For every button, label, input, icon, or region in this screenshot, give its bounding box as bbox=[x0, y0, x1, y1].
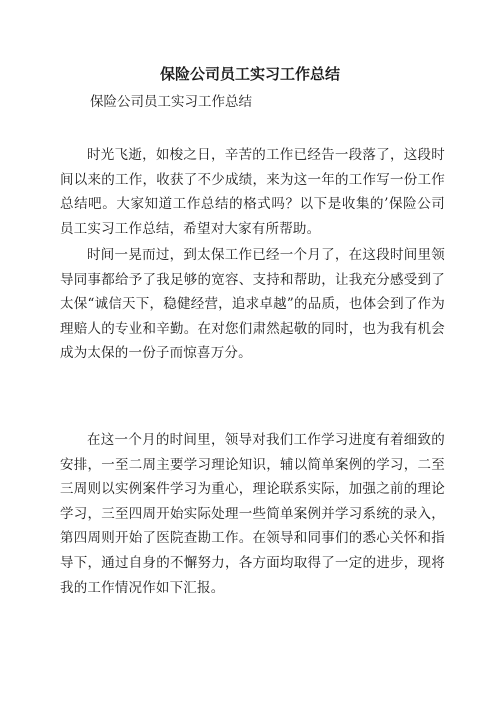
document-subtitle: 保险公司员工实习工作总结 bbox=[90, 94, 252, 110]
paragraph-first-month: 时间一晃而过，到太保工作已经一个月了，在这段时间里领导同事都给予了我足够的宽容、支持和帮助，让我充分感受到了太保“诚信天下，稳健经营，追求卓越”的品质，也体会到了作为理赔人的专业和辛勤。在对您们肃然起敬的同时，也为我有机会成为太保的一份子而惊喜万分。 bbox=[60, 247, 445, 362]
document-title: 保险公司员工实习工作总结 bbox=[159, 65, 340, 83]
paragraph-intro: 时光飞逝，如梭之日，辛苦的工作已经告一段落了，这段时间以来的工作，收获了不少成绩，来为这一年的工作写一份工作总结吧。大家知道工作总结的格式吗？以下是收集的’保险公司员工实习工作总结，希望对大家有所帮助。 bbox=[60, 147, 445, 237]
paragraph-training-schedule: 在这一个月的时间里，领导对我们工作学习进度有着细致的安排，一至二周主要学习理论知识，辅以简单案例的学习，二至三周则以实例案件学习为重心，理论联系实际，加强之前的理论学习，三至四周开始实际处理一些简单案例并学习系统的录入，第四周则开始了医院查勘工作。在领导和同事们的悉心关怀和指导下，通过自身的不懈努力，各方面均取得了一定的进步，现将我的工作情况作如下汇报。 bbox=[60, 432, 445, 596]
